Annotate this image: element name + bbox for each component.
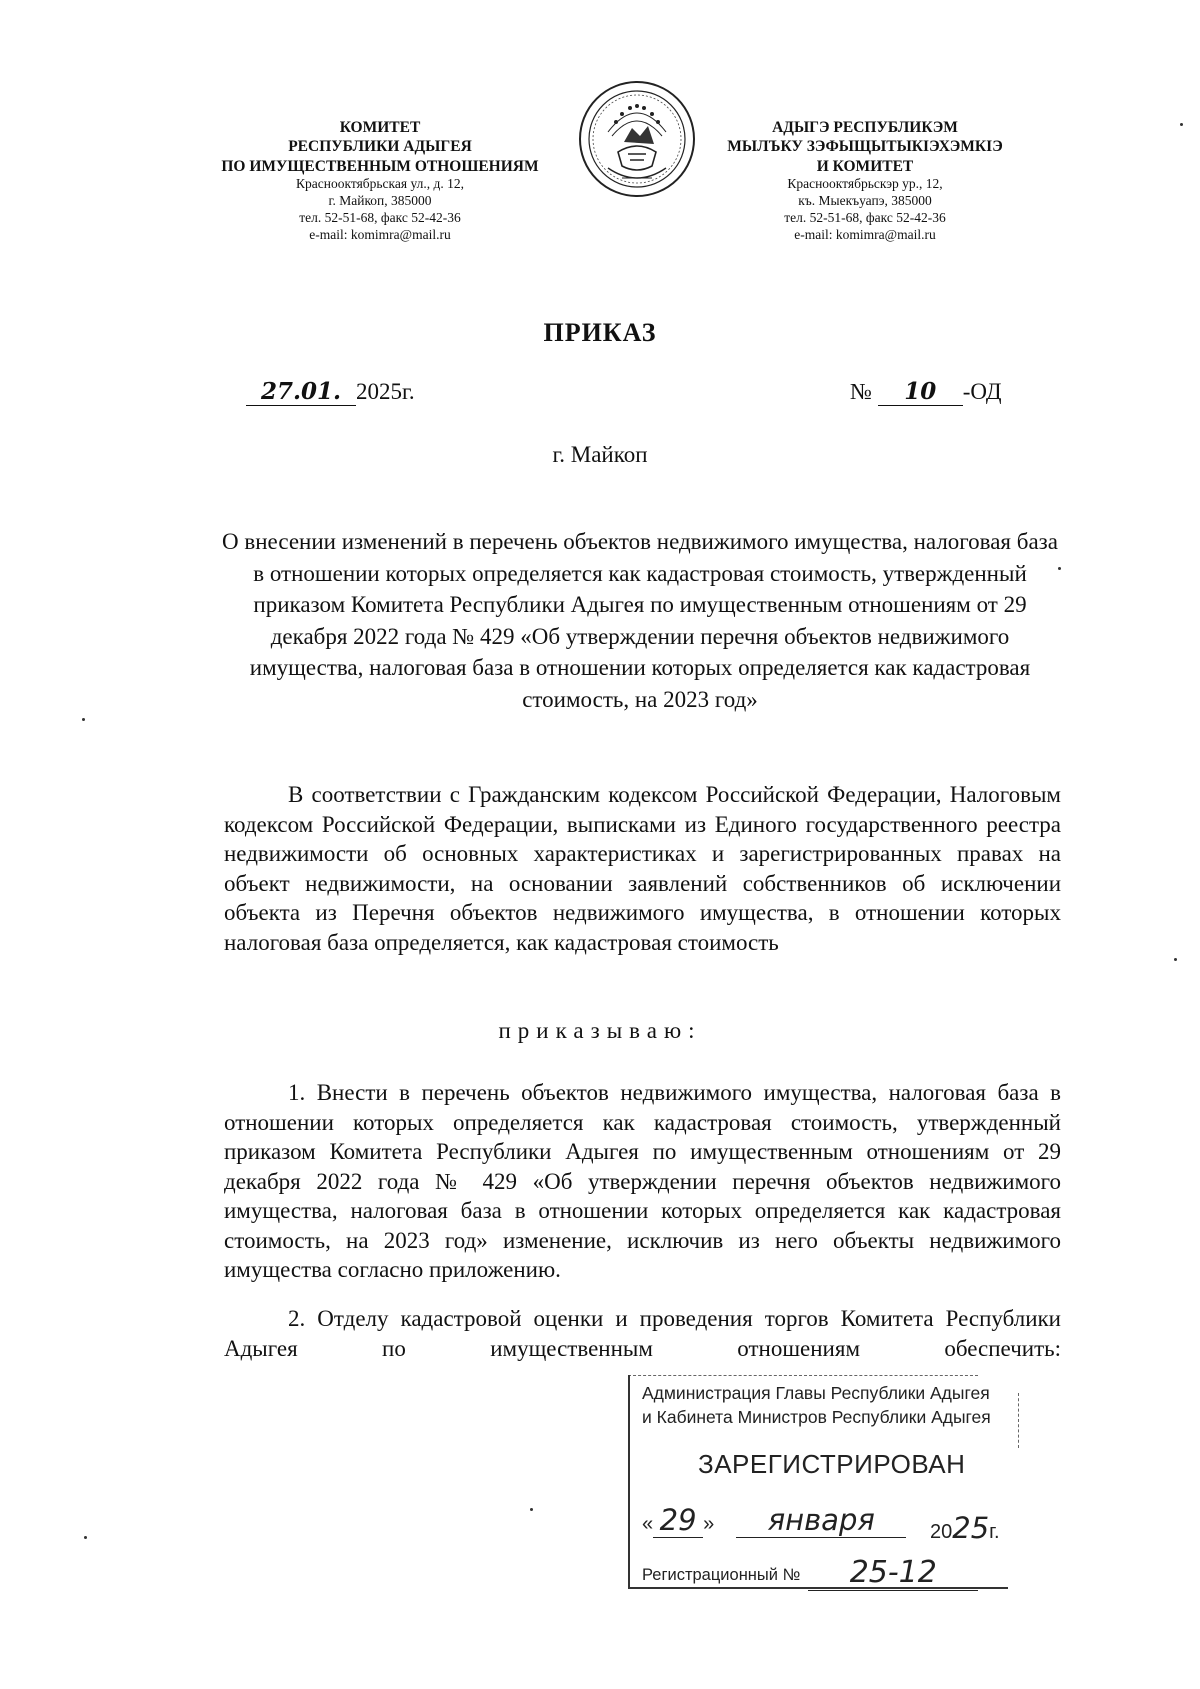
stamp-year bbox=[930, 1511, 1000, 1545]
org-phone-adyghe: тел. 52-51-68, факс 52-42-36 bbox=[784, 209, 946, 225]
org-name-adyghe-line-3: И КОМИТЕТ bbox=[816, 157, 914, 175]
stamp-status: ЗАРЕГИСТРИРОВАН bbox=[698, 1449, 966, 1479]
stamp-day-open-quote: « bbox=[642, 1513, 654, 1535]
order-item-2: 2. Отделу кадастровой оценки и проведения торгов Комитета Республики Адыгея по имущественным отношениям обеспечить: bbox=[224, 1306, 1061, 1361]
scan-speck bbox=[82, 718, 85, 721]
stamp-authority-line-1: Администрация Главы Республики Адыгея bbox=[642, 1383, 990, 1403]
org-city-adyghe: къ. Мыекъуапэ, 385000 bbox=[798, 193, 932, 208]
stamp-month: января bbox=[736, 1503, 906, 1538]
document-city: г. Майкоп bbox=[552, 442, 648, 467]
org-phone: тел. 52-51-68, факс 52-42-36 bbox=[299, 209, 461, 225]
org-name-line-1: КОМИТЕТ bbox=[339, 119, 421, 136]
org-name-line-3: ПО ИМУЩЕСТВЕННЫМ ОТНОШЕНИЯМ bbox=[221, 157, 539, 175]
coat-of-arms-icon bbox=[578, 80, 696, 198]
registration-stamp bbox=[628, 1375, 1020, 1595]
scan-speck bbox=[530, 1508, 533, 1511]
date-year: 2025г. bbox=[356, 379, 415, 404]
scan-speck bbox=[1058, 567, 1061, 570]
org-name-line-2: РЕСПУБЛИКИ АДЫГЕЯ bbox=[288, 138, 472, 156]
org-address: Краснооктябрьская ул., д. 12, bbox=[296, 176, 464, 192]
stamp-day: 29 bbox=[653, 1503, 703, 1538]
org-name-adyghe-line-1: АДЫГЭ РЕСПУБЛИКЭМ bbox=[772, 119, 958, 136]
preamble-paragraph: В соответствии с Гражданским кодексом Российской Федерации, Налоговым кодексом Российской Федерации, выписками из Единого государственного реестра недвижимости об основных характеристиках и зарегистрированных правах на объект недвижимости, на основании заявлений собственников об исключении объекта из Перечня объектов недвижимого имущества, в отношении которых налоговая база определяется, как кадастровая стоимость bbox=[224, 782, 1061, 955]
document-number bbox=[850, 378, 1002, 406]
header-left bbox=[200, 118, 560, 244]
org-address-adyghe: Краснооктябрьскэр ур., 12, bbox=[787, 176, 943, 192]
document-title: ПРИКАЗ bbox=[543, 318, 657, 347]
org-email-adyghe: e-mail: komimra@mail.ru bbox=[794, 226, 936, 242]
stamp-border-right bbox=[1018, 1393, 1020, 1448]
stamp-year-prefix: 20 bbox=[930, 1521, 953, 1543]
order-item-1: 1. Внести в перечень объектов недвижимого имущества, налоговая база в отношении которых определяется как кадастровая стоимость, утвержденный приказом Комитета Республики Адыгея по имущественным отношениям от 29 декабря 2022 года № 429 «Об утверждении перечня объектов недвижимого имущества, налоговая база в отношении которых определяется как кадастровая стоимость, на 2023 год» изменение, исключив из него объекты недвижимого имущества согласно приложению. bbox=[224, 1080, 1061, 1282]
number-handwritten: 10 bbox=[878, 378, 963, 406]
header-right bbox=[700, 118, 1030, 244]
order-word: приказываю: bbox=[498, 1018, 702, 1043]
stamp-date bbox=[642, 1503, 1012, 1545]
stamp-registration-number bbox=[642, 1553, 978, 1589]
scan-speck bbox=[84, 1536, 87, 1539]
org-city: г. Майкоп, 385000 bbox=[328, 193, 432, 208]
stamp-year-suffix: г. bbox=[989, 1521, 1000, 1543]
document-date bbox=[246, 378, 415, 406]
scan-speck bbox=[1180, 123, 1183, 126]
stamp-regno-value: 25-12 bbox=[808, 1555, 978, 1591]
number-prefix: № bbox=[850, 379, 872, 404]
org-email: e-mail: komimra@mail.ru bbox=[309, 226, 451, 242]
stamp-year-handwritten: 25 bbox=[952, 1511, 990, 1545]
stamp-regno-label: Регистрационный № bbox=[642, 1566, 801, 1584]
number-suffix: -ОД bbox=[962, 379, 1002, 404]
stamp-border-left bbox=[628, 1375, 630, 1589]
scan-speck bbox=[1174, 958, 1177, 961]
stamp-border-top bbox=[628, 1375, 978, 1376]
document-subject: О внесении изменений в перечень объектов недвижимого имущества, налоговая база в отношении которых определяется как кадастровая стоимость, утвержденный приказом Комитета Республики Адыгея по имущественным отношениям от 29 декабря 2022 года № 429 «Об утверждении перечня объектов недвижимого имущества, налоговая база в отношении которых определяется как кадастровая стоимость, на 2023 год» bbox=[222, 529, 1058, 712]
stamp-day-close-quote: » bbox=[703, 1513, 715, 1535]
org-name-adyghe-line-2: МЫЛЪКУ ЗЭФЫЩЫТЫКIЭХЭМКIЭ bbox=[727, 138, 1003, 156]
date-handwritten: 27.01. bbox=[246, 378, 356, 406]
stamp-authority-line-2: и Кабинета Министров Республики Адыгея bbox=[642, 1407, 991, 1427]
